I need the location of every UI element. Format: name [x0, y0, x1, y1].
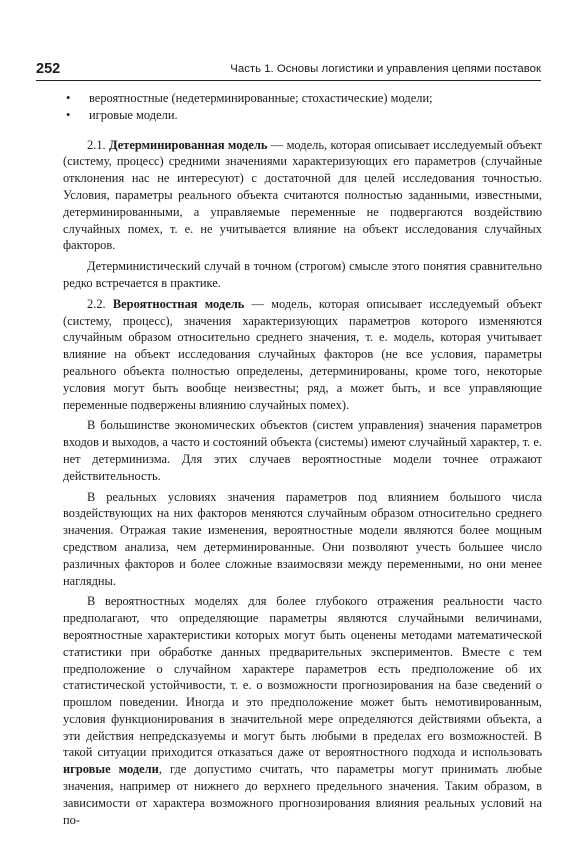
term-game-models: игровые модели [63, 762, 159, 777]
paragraph-text: В вероятностных моделях для более глубокого отражения реальности часто предполагают, что определяющие параметры являются случайными величинами, вероятностные характеристики которых могут быть оценены методами математической статистики при обработке данных предварительных экспериментов. Вместе с тем предположение о случайном характере параметров есть предположение об их статистической устойчивости, т. е. о возможности прогнозирования на базе сведений о прошлом поведении. Иногда и это предположение может быть немотивированным, условия функционирования в значительной мере определяются действиями объекта, а эти действия непредсказуемы и могут быть любыми в пределах его возможностей. В такой ситуации приходится отказаться даже от вероятностного подхода и использовать [63, 594, 542, 760]
page-header [36, 60, 541, 81]
page-body [63, 90, 542, 828]
paragraph-deterministic-model [63, 137, 542, 255]
paragraph-text: Детерминистический случай в точном (строгом) смысле этого понятия сравнительно редко встречается в практике. [63, 259, 542, 290]
paragraph-deterministic-case [63, 258, 542, 292]
paragraph-text: В реальных условиях значения параметров под влиянием большого числа воздействующих на них факторов меняются случайным образом относительно среднего значения. Отражая такие изменения, вероятностные модели являются более мощным средством анализа, чем детерминированные. Они позволяют учесть большее число различных факторов и более сложные взаимосвязи между переменными, но они менее наглядны. [63, 489, 542, 588]
bullet-icon: • [66, 107, 71, 122]
paragraph-game-models [63, 593, 542, 828]
paragraph-text: В большинстве экономических объектов (систем управления) значения параметров входов и выходов, а часто и состояний объекта (системы) имеют случайный характер, т. е. нет детерминизма. Для этих случаев вероятностные модели точнее отражают действительность. [63, 418, 542, 483]
bullet-list [63, 90, 542, 124]
paragraph-probabilistic-model [63, 296, 542, 414]
paragraph-real-conditions [63, 489, 542, 590]
paragraph-economic-objects [63, 417, 542, 484]
section-number: 2.1. [87, 137, 109, 152]
bullet-text: вероятностные (недетерминированные; стохастические) модели; [89, 91, 433, 105]
list-item [63, 90, 542, 107]
paragraph-text-tail: , где допустимо считать, что параметры могут принимать любые значения, например от нижнего до верхнего предельного значения. Таким образом, в зависимости от характера возможного прогнозирования влияния реальных условий на по- [63, 762, 542, 827]
bullet-text: игровые модели. [89, 107, 178, 122]
paragraph-text: — модель, которая описывает исследуемый объект (систему, процесс), значения характеризующих параметров которого изменяются случайным образом относительно среднего значения, т. е. модель, которая учитывает влияние на объект исследования случайных факторов (не все условия, параметры реального объекта полностью определены, детерминированы, кроме того, некоторые условия могут быть вообще неизвестны; ряд, а может быть, и все управляющие переменные подвержены влиянию случайных помех). [63, 296, 543, 412]
page-number: 252 [36, 61, 61, 77]
list-item [63, 107, 542, 124]
term-deterministic-model: Детерминированная модель [109, 137, 268, 152]
section-number: 2.2. [87, 296, 113, 311]
bullet-icon: • [66, 91, 71, 105]
term-probabilistic-model: Вероятностная модель [112, 296, 245, 311]
paragraph-text: — модель, которая описывает исследуемый объект (систему, процесс) средними значениями характеризующих его параметров (случайные отклонения нас не интересуют) с достаточной для целей исследования точностью. Условия, параметры реального объекта считаются полностью заданными, известными, детерминированными, а управляемые переменные не подвергаются воздействию случайных помех, т. е. не учитывается влияние на объект исследования случайных факторов. [63, 137, 543, 253]
running-head: Часть 1. Основы логистики и управления цепями поставок [230, 63, 541, 75]
